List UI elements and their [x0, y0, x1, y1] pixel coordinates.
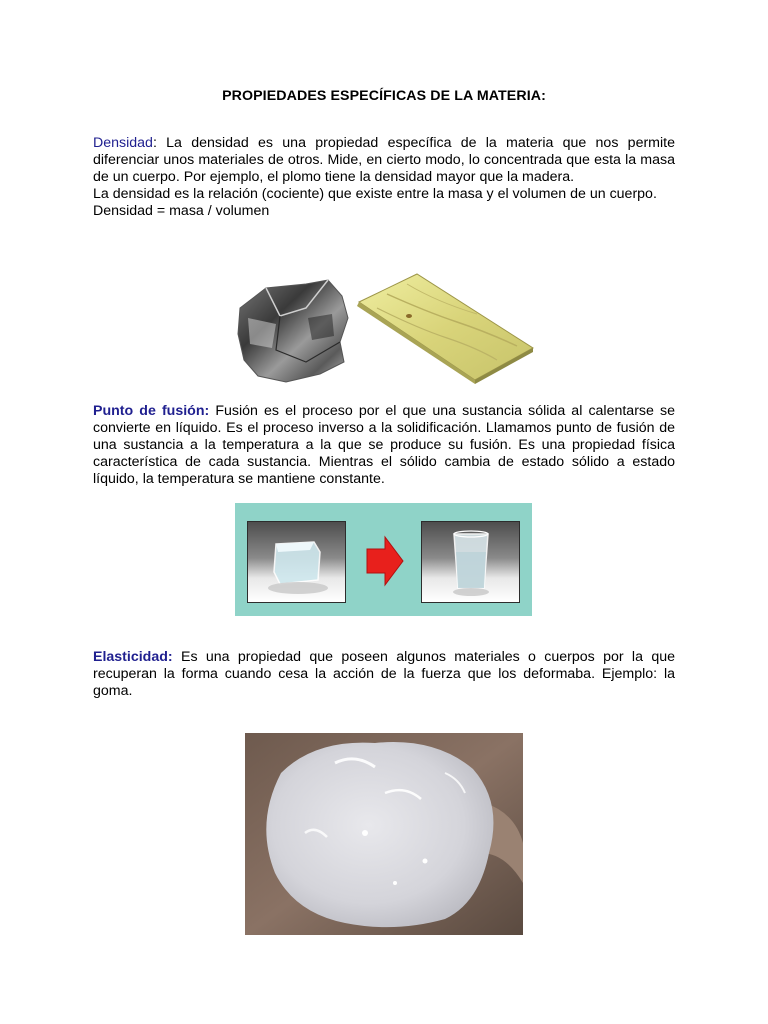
arrow-right-icon [365, 535, 405, 587]
wood-plank-image [357, 272, 535, 384]
ice-melting-image [235, 503, 532, 616]
densidad-sep: : [152, 135, 157, 151]
densidad-term: Densidad [93, 135, 153, 151]
fusion-paragraph [93, 403, 675, 488]
densidad-text: La densidad es una propiedad específica de la materia que nos permite diferenciar unos materiales de otros. Mide, en cierto modo, lo concentrada que esta la masa de un cuerpo. Por ejemplo, el plomo tiene la densidad mayor que la madera. [93, 135, 675, 185]
water-glass-icon [422, 522, 519, 602]
fusion-term: Punto de fusión: [93, 403, 210, 419]
elasticidad-paragraph [93, 649, 675, 700]
densidad-formula: Densidad = masa / volumen [93, 202, 270, 219]
fusion-text: Fusión es el proceso por el que una sustancia sólida al calentarse se convierte en líquido. Es el proceso inverso a la solidificación. Llamamos punto de fusión de una sustancia a la temperatura a la que se produce su fusión. Es una propiedad física característica de cada sustancia. Mientras el sólido cambia de estado sólido a estado líquido, la temperatura se mantiene constante. [93, 403, 675, 487]
ice-cube-panel [247, 521, 346, 603]
water-glass-panel [421, 521, 520, 603]
lead-rock-image [236, 278, 352, 385]
elasticidad-text: Es una propiedad que poseen algunos materiales o cuerpos por la que recuperan la forma cuando cesa la acción de la fuerza que los deformaba. Ejemplo: la goma. [93, 649, 675, 699]
page-title: PROPIEDADES ESPECÍFICAS DE LA MATERIA: [222, 88, 546, 104]
densidad-paragraph [93, 135, 675, 220]
ice-cube-icon [248, 522, 345, 602]
elasticidad-term: Elasticidad: [93, 649, 173, 665]
densidad-text-2: La densidad es la relación (cociente) que existe entre la masa y el volumen de un cuerpo. [93, 185, 657, 202]
rubber-goo-image [245, 733, 523, 935]
